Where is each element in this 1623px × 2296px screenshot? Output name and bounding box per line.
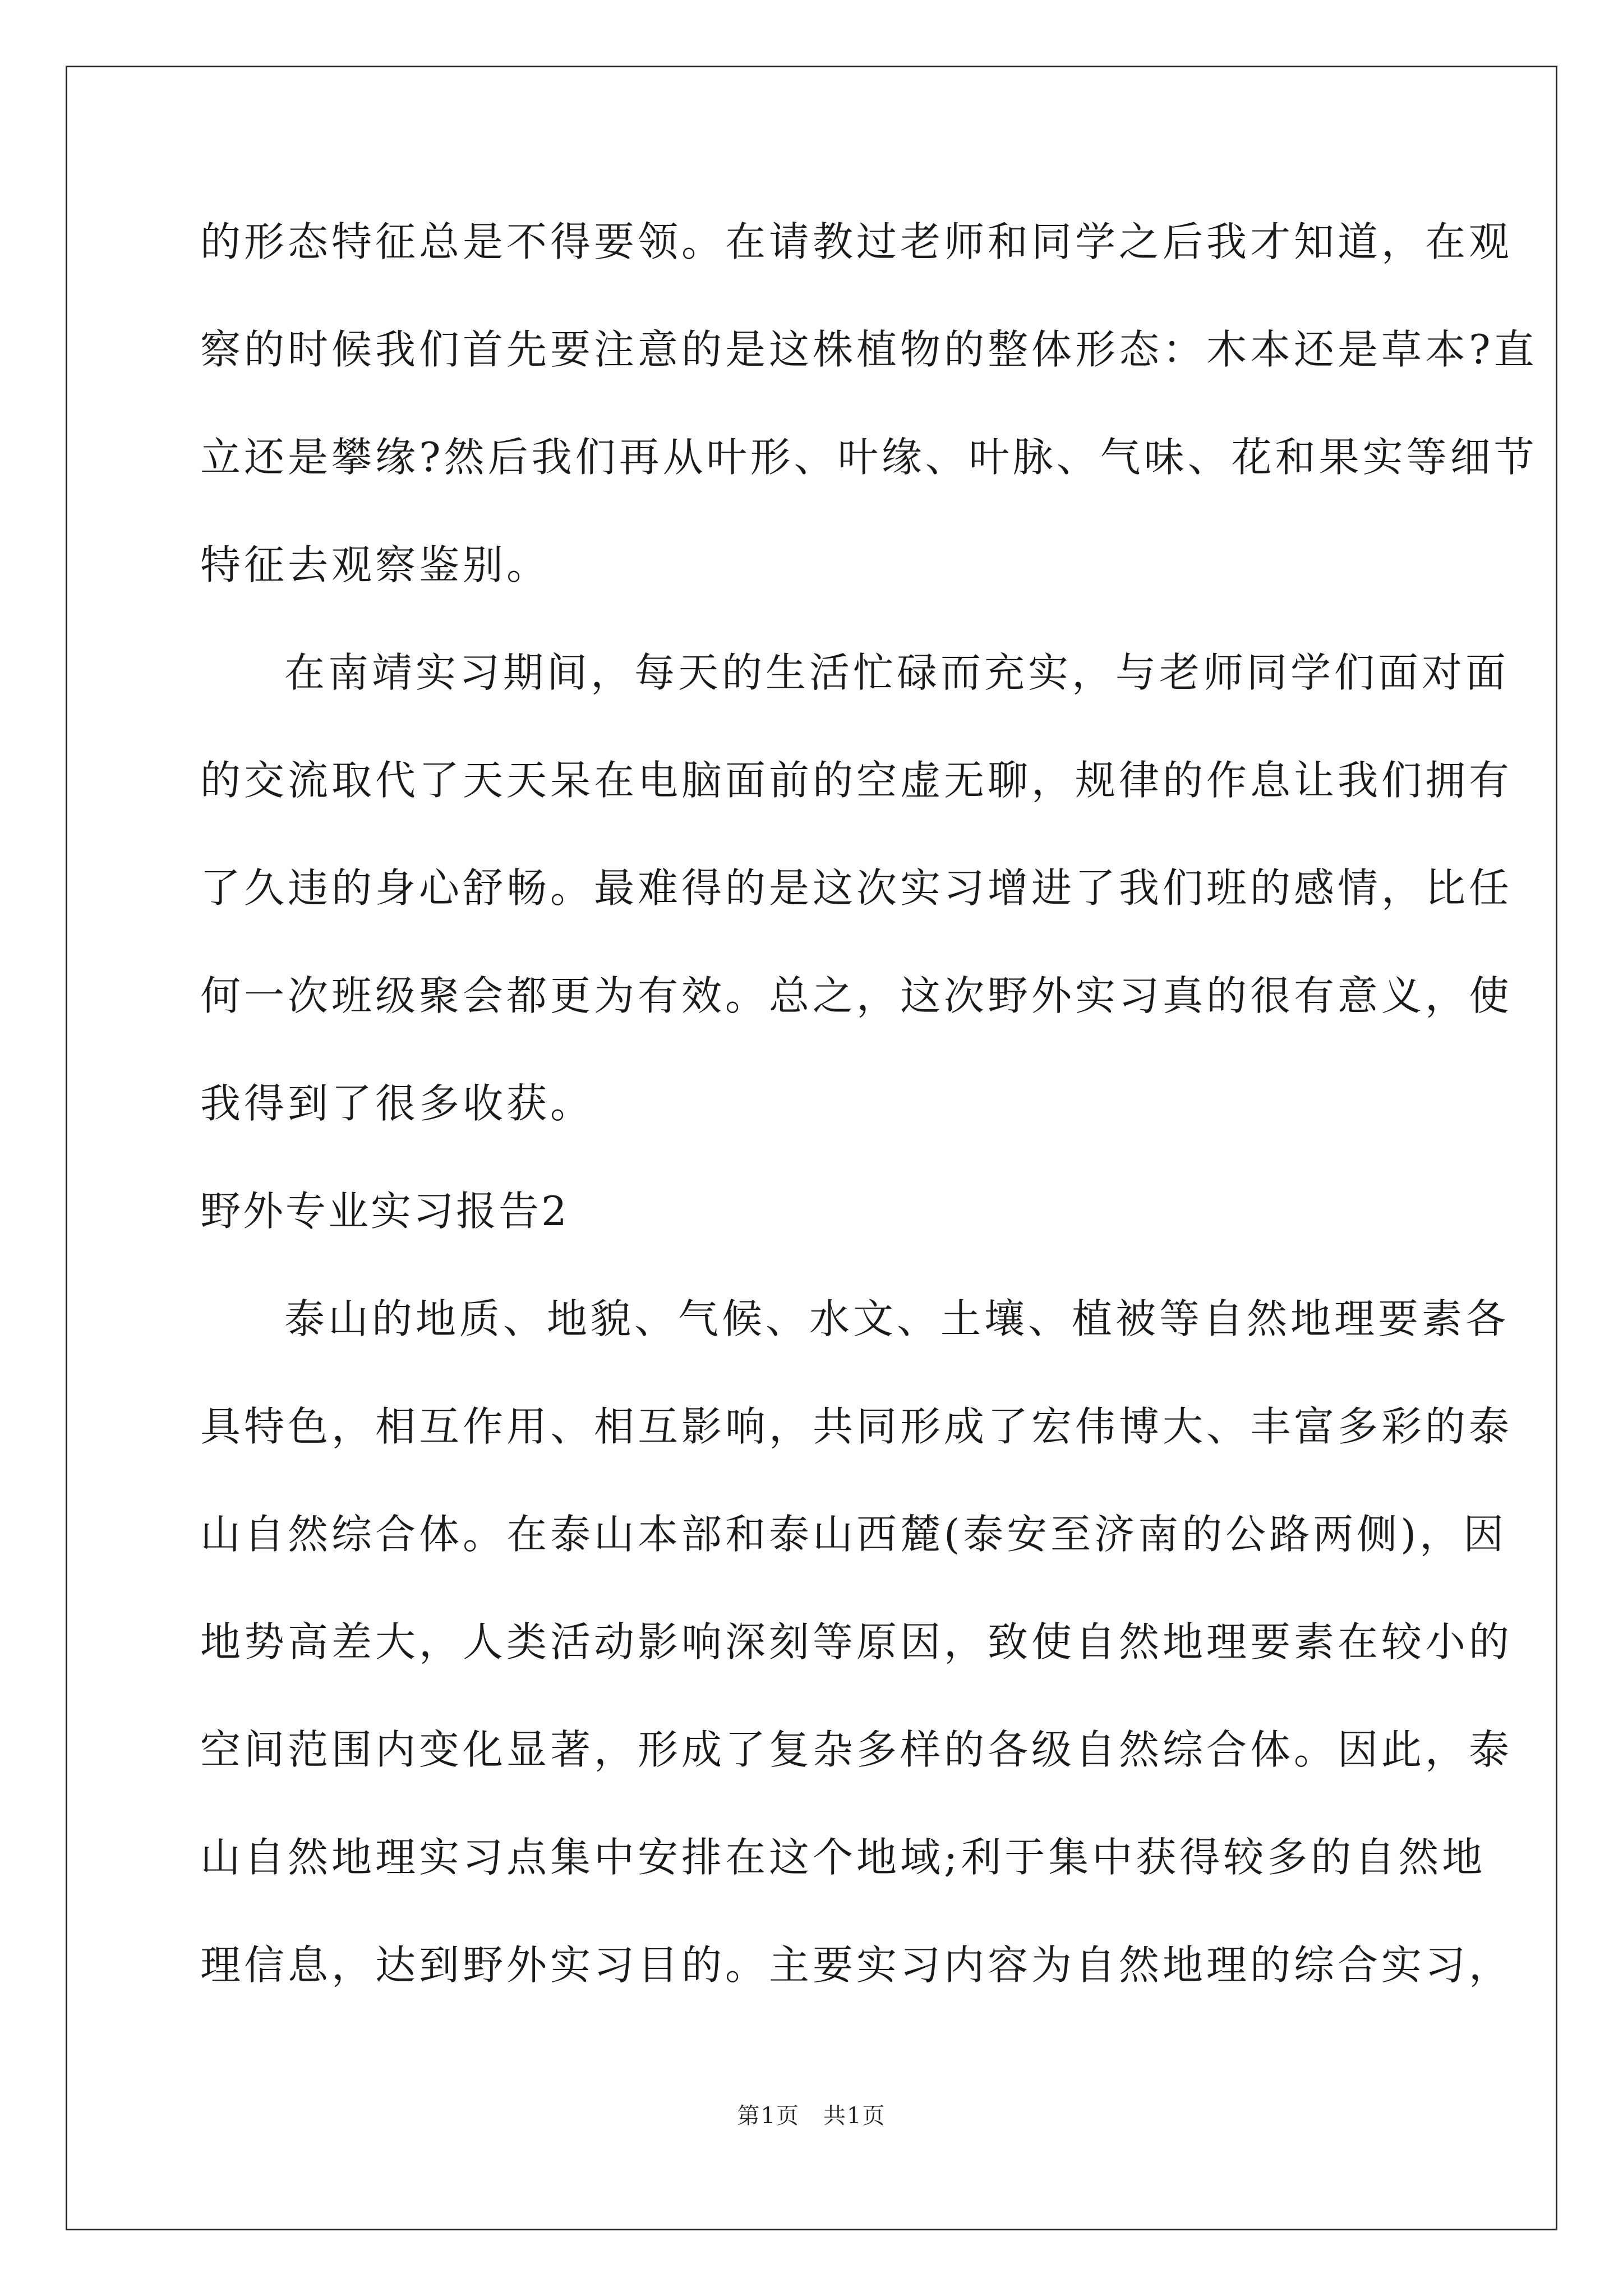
- text-line: 察的时候我们首先要注意的是这株植物的整体形态：木本还是草本?直: [200, 326, 1538, 373]
- page-footer: 第1页 共1页: [737, 2103, 886, 2129]
- text-line: 地势高差大，人类活动影响深刻等原因，致使自然地理要素在较小的: [200, 1618, 1513, 1665]
- section-title: 野外专业实习报告2: [200, 1188, 569, 1235]
- text-line: 特征去观察鉴别。: [200, 541, 551, 588]
- document-body: [200, 215, 1538, 1992]
- text-line: 理信息，达到野外实习目的。主要实习内容为自然地理的综合实习，: [200, 1941, 1513, 1989]
- text-line: 的形态特征总是不得要领。在请教过老师和同学之后我才知道，在观: [200, 218, 1513, 265]
- paragraph: [200, 1292, 1513, 1992]
- text-line: 具特色，相互作用、相互影响，共同形成了宏伟博大、丰富多彩的泰: [200, 1403, 1513, 1450]
- text-line: 泰山的地质、地貌、气候、水文、土壤、植被等自然地理要素各: [284, 1295, 1510, 1342]
- paragraph: [200, 646, 1513, 1130]
- text-line: 山自然综合体。在泰山本部和泰山西麓(泰安至济南的公路两侧)，因: [200, 1511, 1507, 1558]
- text-line: 何一次班级聚会都更为有效。总之，这次野外实习真的很有意义，使: [200, 972, 1513, 1019]
- text-line: 我得到了很多收获。: [200, 1080, 594, 1127]
- text-line: 了久违的身心舒畅。最难得的是这次实习增进了我们班的感情，比任: [200, 864, 1513, 912]
- text-line: 的交流取代了天天呆在电脑面前的空虚无聊，规律的作息让我们拥有: [200, 757, 1513, 804]
- text-line: 在南靖实习期间，每天的生活忙碌而充实，与老师同学们面对面: [284, 649, 1510, 696]
- text-line: 立还是攀缘?然后我们再从叶形、叶缘、叶脉、气味、花和果实等细节: [200, 434, 1538, 481]
- paragraph: [200, 215, 1538, 592]
- text-line: 山自然地理实习点集中安排在这个地域;利于集中获得较多的自然地: [200, 1834, 1486, 1881]
- text-line: 空间范围内变化显著，形成了复杂多样的各级自然综合体。因此，泰: [200, 1726, 1513, 1773]
